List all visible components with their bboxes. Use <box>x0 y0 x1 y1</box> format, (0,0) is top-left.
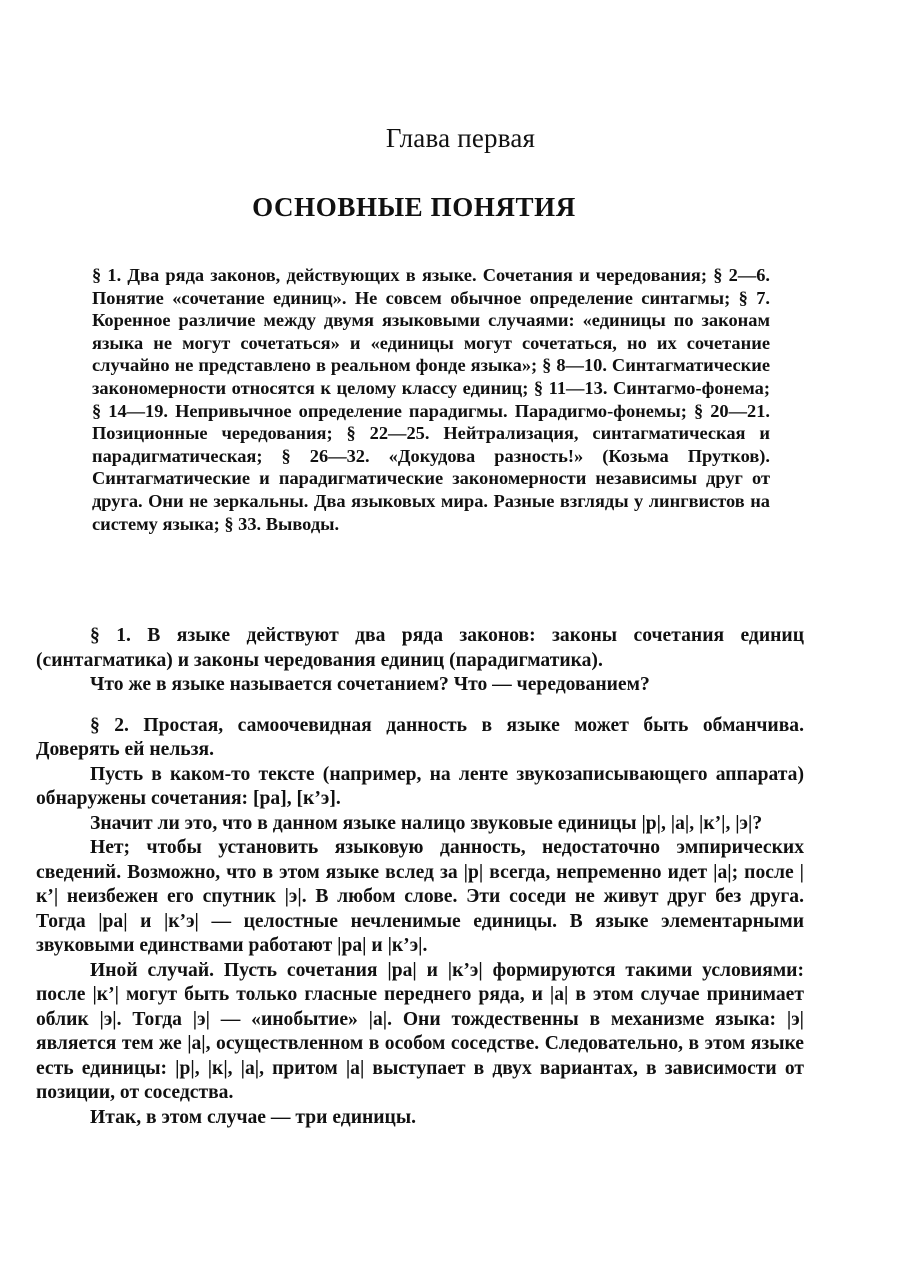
paragraph-units-question: Значит ли это, что в данном языке налицо звуковые единицы |р|, |а|, |к’|, |э|? <box>90 812 763 834</box>
paragraph-section-1: § 1. В языке действуют два ряда законов: законы сочетания единиц (синтагматика) и законы чередования единиц (парадигматика). <box>36 625 804 671</box>
chapter-label: Глава первая <box>385 123 536 153</box>
main-text <box>36 624 804 1130</box>
paragraph-second-case: Иной случай. Пусть сочетания |ра| и |к’э| формируются такими условиями: после |к’| могут быть только гласные переднего ряда, и |а| в этом случае принимает облик |э|. Тогда |э| — «инобытие» |а|. Они тождественны в механизме языка: |э| является тем же |а|, осуществленном в особом соседстве. Следовательно, в этом языке есть единицы: |р|, |к|, |а|, притом |а| выступает в двух вариантах, в зависимости от позиции, от соседства. <box>36 959 804 1103</box>
paragraph-first-case: Нет; чтобы установить языковую данность, недостаточно эмпирических сведений. Возможно, что в этом языке вслед за |р| всегда, непременно идет |а|; после |к’| неизбежен его спутник |э|. В любом слове. Эти соседи не живут друг без друга. Тогда |ра| и |к’э| — целостные нечленимые единицы. В языке элементарными звуковыми единствами работают |ра| и |к’э|. <box>36 837 804 956</box>
paragraph-section-2: § 2. Простая, самоочевидная данность в языке может быть обманчива. Доверять ей нельзя. <box>36 714 804 760</box>
chapter-summary: § 1. Два ряда законов, действующих в языке. Сочетания и чередования; § 2—6. Понятие «сочетание единиц». Не совсем обычное определение синтагмы; § 7. Коренное различие между двумя языковыми случаями: «единицы по законам языка не могут сочетаться» и «единицы могут сочетаться, но их сочетание случайно не представлено в реальном фонде языка»; § 8—10. Синтагматические закономерности относятся к целому классу единиц; § 11—13. Синтагмо-фонема; § 14—19. Непривычное определение парадигмы. Парадигмо-фонемы; § 20—21. Позиционные чередования; § 22—25. Нейтрализация, синтагматическая и парадигматическая; § 26—32. «Докудова разность!» (Козьма Прутков). Синтагматические и парадигматические закономерности независимы друг от друга. Они не зеркальны. Два языковых мира. Разные взгляды у лингвистов на систему языка; § 33. Выводы. <box>92 265 770 534</box>
paragraph-conclusion: Итак, в этом случае — три единицы. <box>90 1106 417 1128</box>
chapter-title: ОСНОВНЫЕ ПОНЯТИЯ <box>252 192 576 222</box>
paragraph-example: Пусть в каком-то тексте (например, на ленте звукозаписывающего аппарата) обнаружены сочетания: [ра], [к’э]. <box>36 763 804 809</box>
paragraph-question: Что же в языке называется сочетанием? Что — чередованием? <box>90 674 650 695</box>
